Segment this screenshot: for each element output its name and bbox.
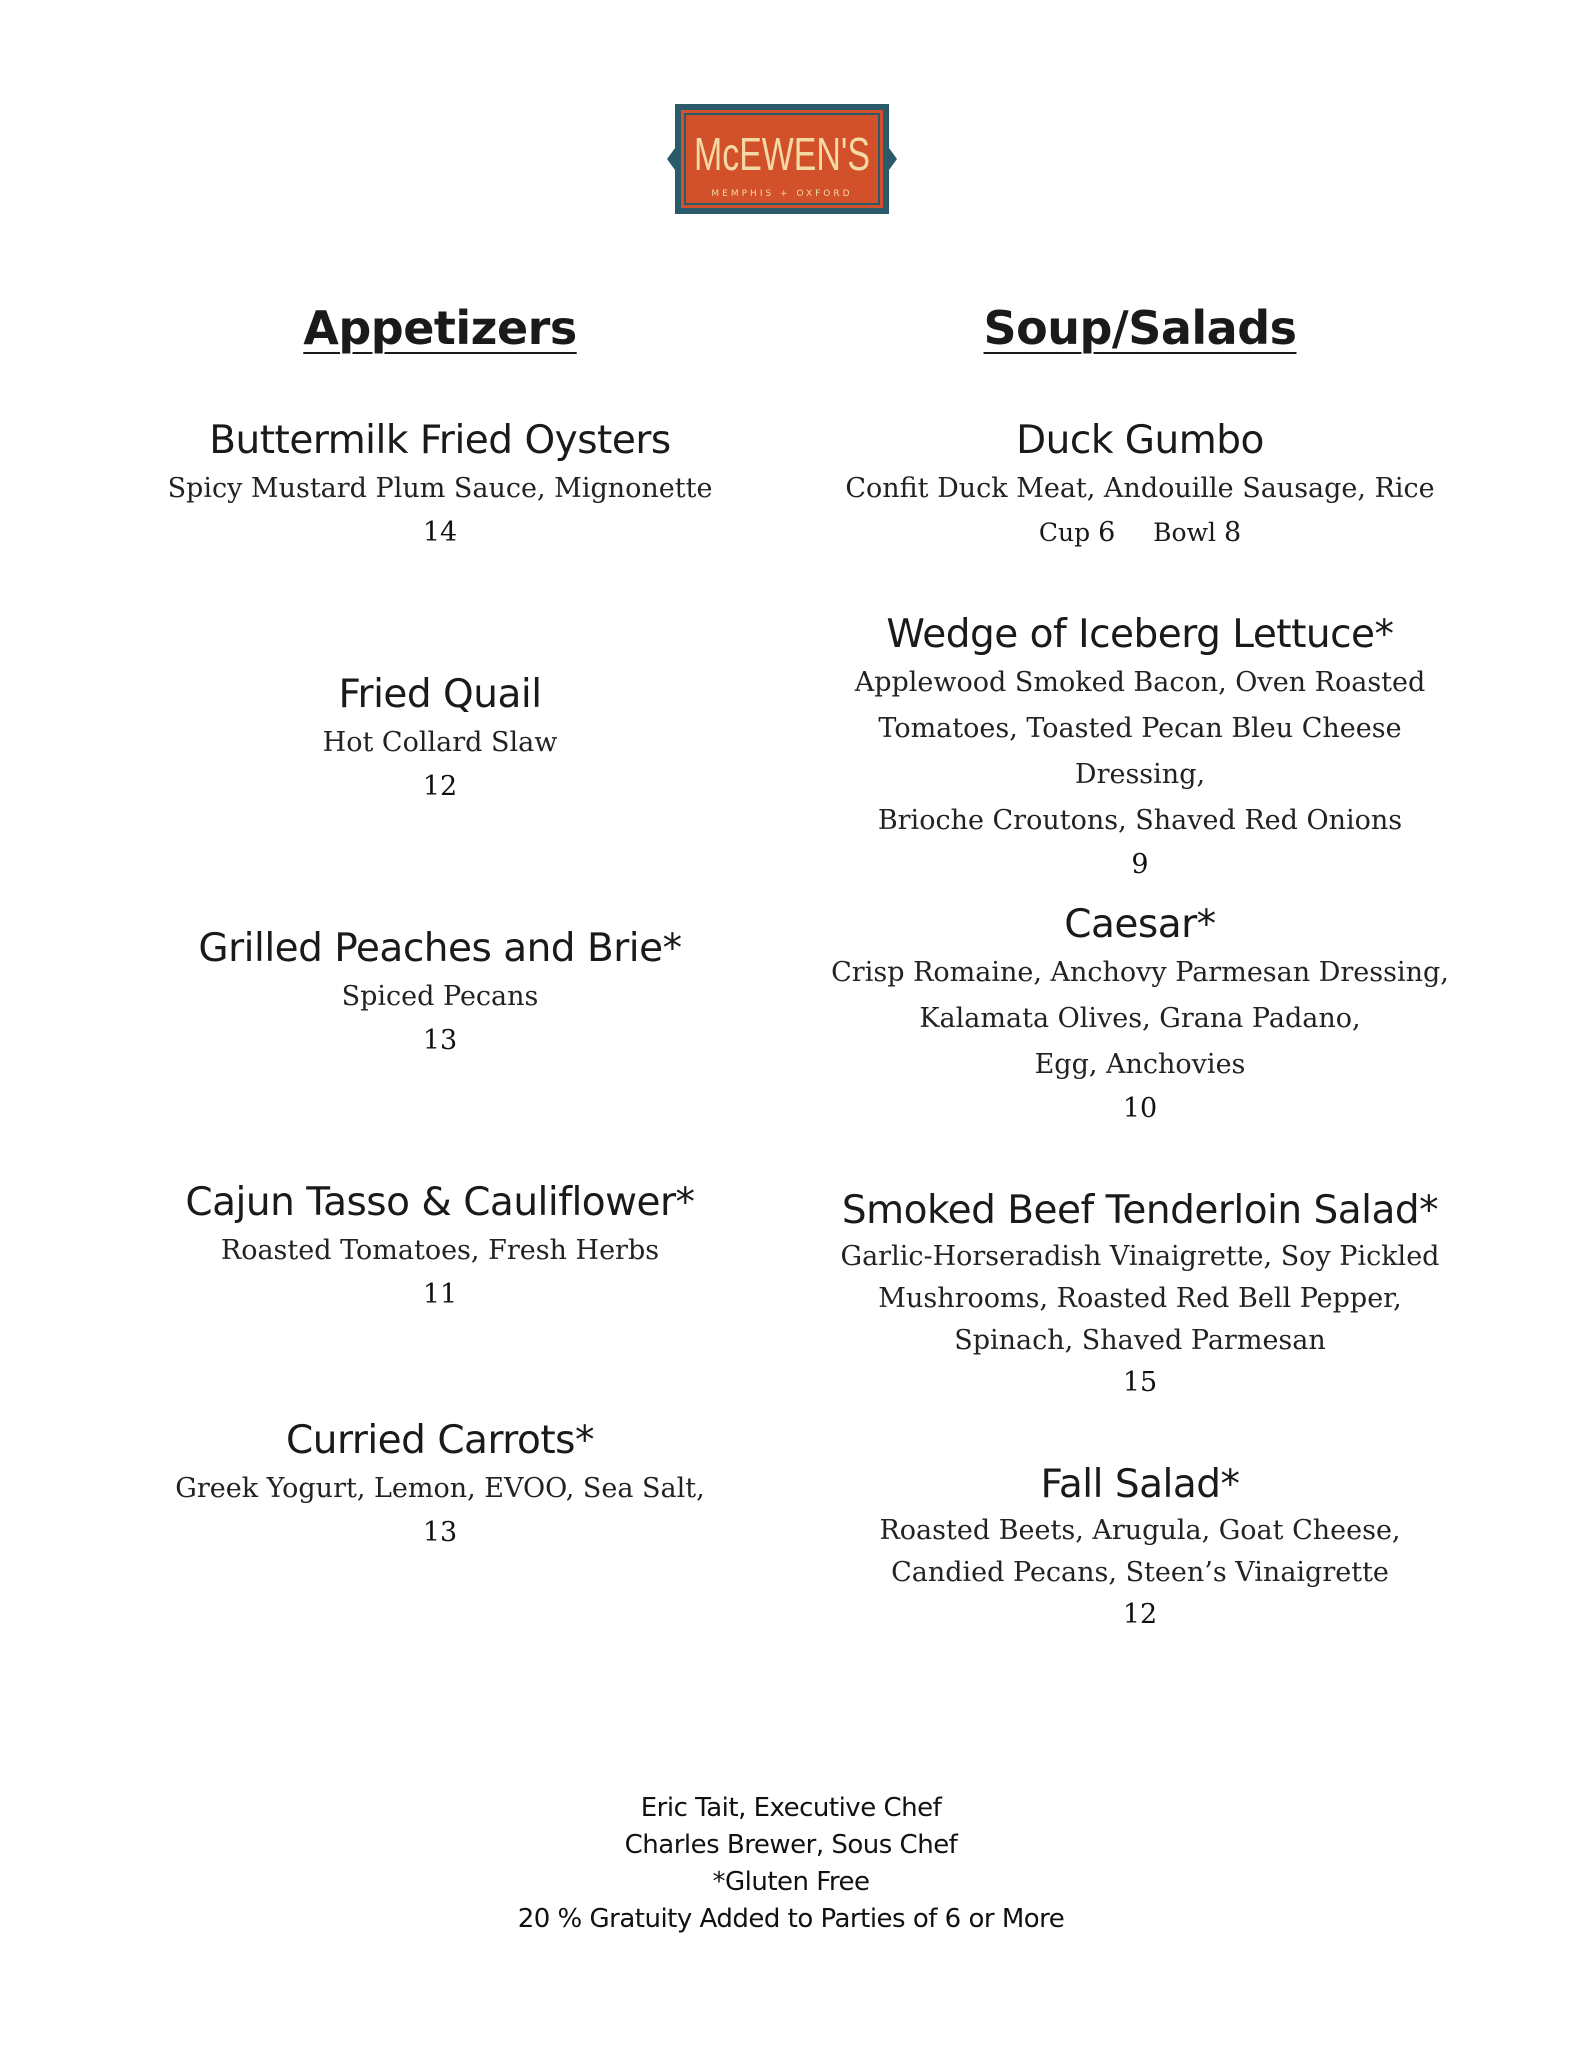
item-name: Grilled Peaches and Brie* (198, 926, 682, 971)
cup-price: 6 (1098, 517, 1116, 548)
item-description: Spicy Mustard Plum Sauce, Mignonette (167, 473, 713, 504)
gratuity-note: 20 % Gratuity Added to Parties of 6 or More (517, 1904, 1065, 1934)
appetizers-heading: Appetizers (303, 301, 577, 355)
item-price: 10 (1122, 1093, 1158, 1124)
item-description-line: Kalamata Olives, Grana Padano, (919, 1003, 1361, 1034)
menu-item-curried-carrots (140, 1416, 740, 1554)
item-description-line: Crisp Romaine, Anchovy Parmesan Dressing, (831, 957, 1449, 988)
executive-chef-credit: Eric Tait, Executive Chef (640, 1793, 942, 1823)
item-price: 9 (1131, 849, 1149, 880)
item-price: 13 (422, 1517, 458, 1548)
item-name: Wedge of Iceberg Lettuce* (886, 612, 1394, 657)
menu-item-caesar (820, 900, 1460, 1130)
item-price: 12 (422, 771, 458, 802)
bowl-price: 8 (1223, 517, 1242, 548)
item-description: Greek Yogurt, Lemon, EVOO, Sea Salt, (175, 1473, 705, 1504)
item-name: Curried Carrots* (286, 1418, 594, 1463)
menu-item-fall-salad (820, 1460, 1460, 1636)
soup-salads-column (820, 300, 1460, 1630)
logo-tagline: MEMPHIS + OXFORD (711, 189, 853, 199)
item-description: Roasted Tomatoes, Fresh Herbs (220, 1235, 660, 1266)
item-name: Caesar* (1064, 902, 1216, 947)
item-description: Spiced Pecans (341, 981, 539, 1012)
sous-chef-credit: Charles Brewer, Sous Chef (624, 1830, 958, 1860)
item-description: Hot Collard Slaw (322, 727, 558, 758)
menu-item-smoked-beef-tenderloin-salad (820, 1186, 1460, 1404)
item-description: Confit Duck Meat, Andouille Sausage, Rice (845, 473, 1435, 504)
item-description-line: Roasted Beets, Arugula, Goat Cheese, (879, 1515, 1401, 1546)
logo-wordmark: McEWEN'S (694, 128, 870, 180)
item-description-line: Brioche Croutons, Shaved Red Onions (877, 805, 1403, 836)
item-name: Fall Salad* (1040, 1462, 1240, 1507)
item-description-line: Garlic-Horseradish Vinaigrette, Soy Pickled (840, 1241, 1440, 1272)
item-price: 12 (1122, 1599, 1158, 1630)
item-price: 15 (1122, 1367, 1158, 1398)
restaurant-logo (667, 104, 897, 214)
item-name: Duck Gumbo (1016, 418, 1264, 463)
soup-salads-heading: Soup/Salads (983, 301, 1297, 355)
item-description-line: Spinach, Shaved Parmesan (954, 1325, 1326, 1356)
item-description-line: Egg, Anchovies (1034, 1049, 1246, 1080)
appetizers-column (140, 300, 740, 1548)
menu-item-grilled-peaches-and-brie (140, 924, 740, 1062)
item-description-line: Candied Pecans, Steen’s Vinaigrette (891, 1557, 1389, 1588)
cup-label: Cup (1038, 518, 1091, 547)
menu-item-buttermilk-fried-oysters (140, 416, 740, 554)
item-description-line: Mushrooms, Roasted Red Bell Pepper, (878, 1283, 1402, 1314)
item-name: Cajun Tasso & Cauliflower* (185, 1180, 695, 1225)
item-name: Smoked Beef Tenderloin Salad* (841, 1188, 1439, 1233)
item-description-line: Applewood Smoked Bacon, Oven Roasted (854, 667, 1426, 698)
gluten-free-note: *Gluten Free (712, 1867, 870, 1897)
menu-item-duck-gumbo (820, 416, 1460, 554)
bowl-label: Bowl (1153, 518, 1216, 547)
item-price: 11 (422, 1279, 458, 1310)
menu-item-fried-quail (140, 670, 740, 808)
item-price: 13 (422, 1025, 458, 1056)
item-price: 14 (422, 517, 458, 548)
item-name: Fried Quail (338, 672, 542, 717)
menu-footer (0, 1790, 1582, 1938)
item-description-line: Tomatoes, Toasted Pecan Bleu Cheese Dressing, (878, 713, 1402, 790)
menu-item-wedge-of-iceberg-lettuce (820, 610, 1460, 886)
item-name: Buttermilk Fried Oysters (209, 418, 671, 463)
menu-item-cajun-tasso-cauliflower (140, 1178, 740, 1316)
item-price-options (820, 512, 1460, 554)
